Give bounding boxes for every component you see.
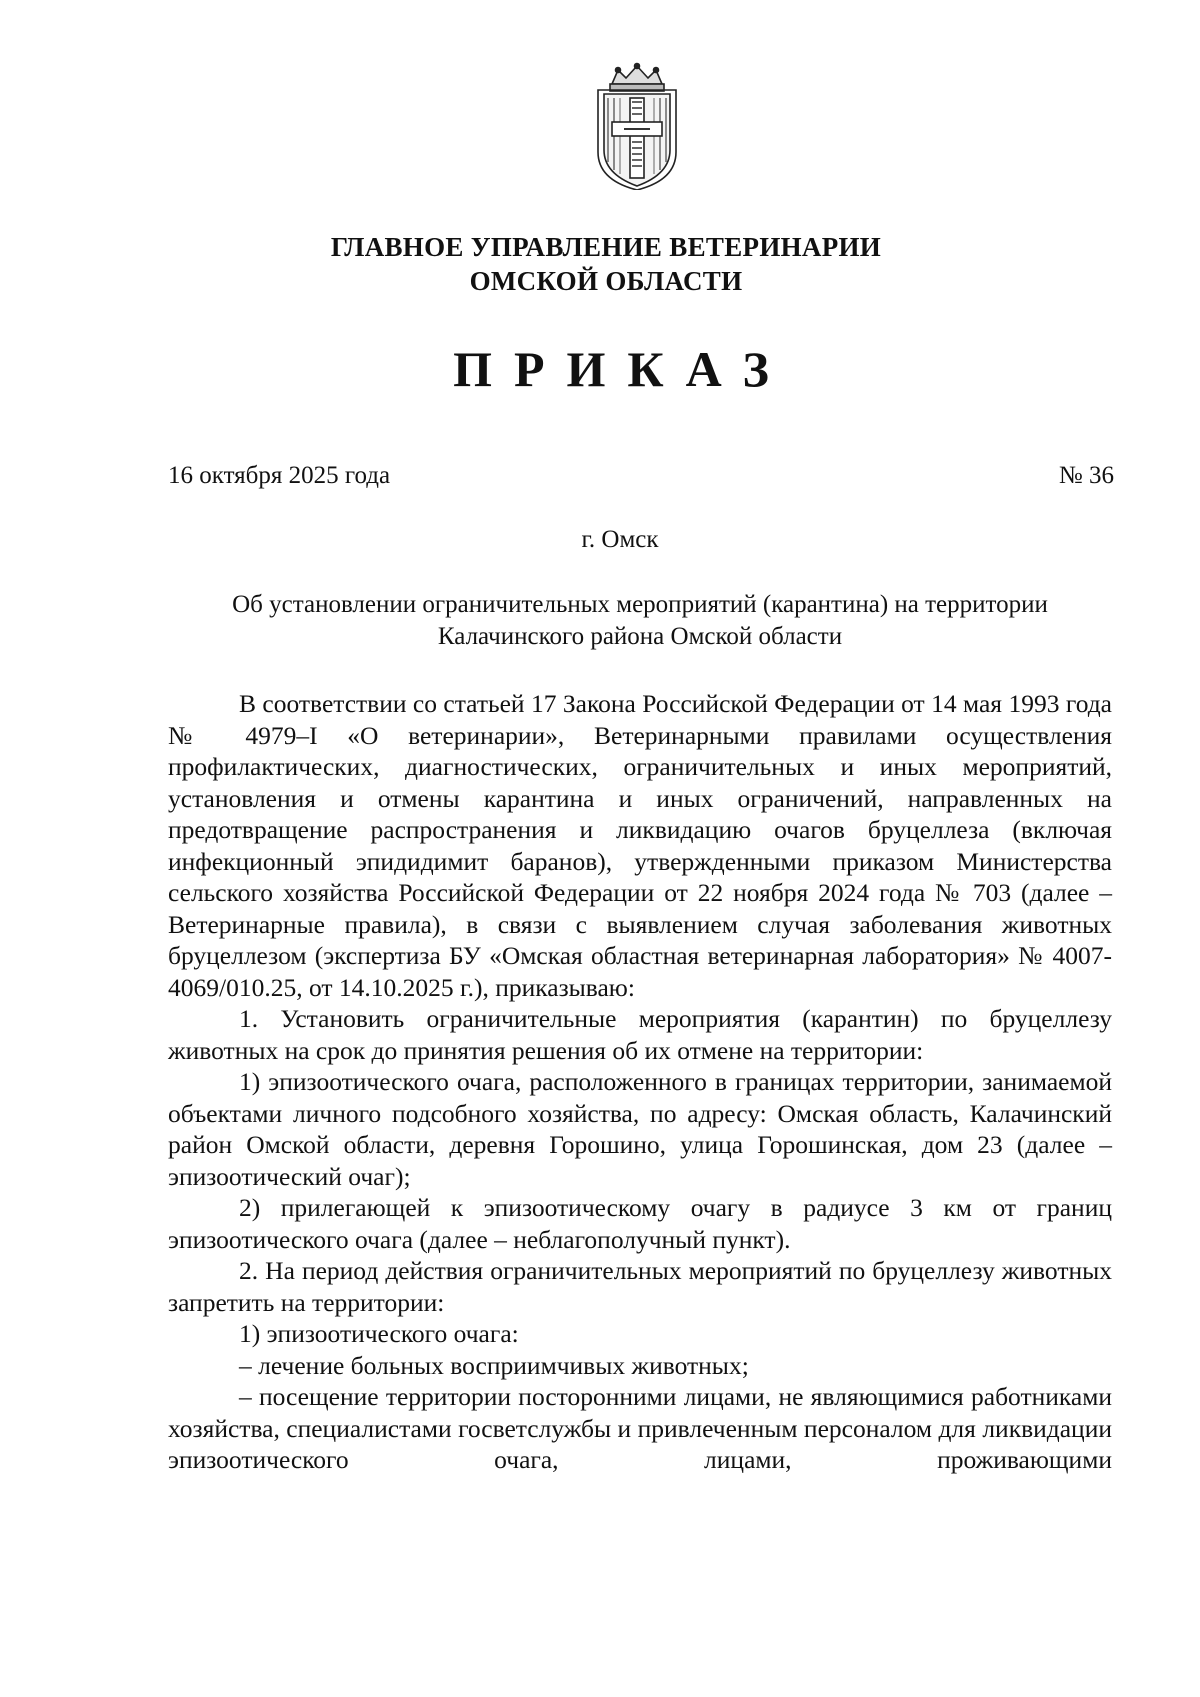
item-1: 1. Установить ограничительные мероприятия (карантин) по бруцеллезу животных на срок до принятия решения об их отмене на территории: bbox=[168, 1004, 1112, 1065]
subject-line2: Калачинского района Омской области bbox=[437, 623, 843, 650]
order-number: № 36 bbox=[1058, 462, 1114, 489]
item-1-subitem-2: 2) прилегающей к эпизоотическому очагу в радиусе 3 км от границ эпизоотического очага (далее – неблагополучный пункт). bbox=[168, 1193, 1112, 1254]
item-2-subitem-1: 1) эпизоотического очага: bbox=[239, 1319, 519, 1348]
item-2-subitem-1-dash-a: – лечение больных восприимчивых животных; bbox=[239, 1350, 749, 1380]
preamble-paragraph: В соответствии со статьей 17 Закона Российской Федерации от 14 мая 1993 года № 4979–I «О ветеринарии», Ветеринарными правилами осуществления профилактических, диагностических, ограничительных и иных мероприятий, установления и отмены карантина и иных ограничений, направленных на предотвращение распространения и ликвидацию очагов бруцеллеза (включая инфекционный эпидидимит баранов), утвержденными приказом Министерства сельского хозяйства Российской Федерации от 22 ноября 2024 года № 703 (далее – Ветеринарные правила), в связи с выявлением случая заболевания животных бруцеллезом (экспертиза БУ «Омская областная ветеринарная лаборатория» № 4007-4069/010.25, от 14.10.2025 г.), приказываю: bbox=[168, 689, 1112, 1002]
order-date: 16 октября 2025 года bbox=[168, 462, 391, 489]
item-1-subitem-1: 1) эпизоотического очага, расположенного в границах территории, занимаемой объектами личного подсобного хозяйства, по адресу: Омская область, Калачинский район Омской области, деревня Горошино, улица Горошинская, дом 23 (далее – эпизоотический очаг); bbox=[168, 1067, 1112, 1191]
organization-name-line1: ГЛАВНОЕ УПРАВЛЕНИЕ ВЕТЕРИНАРИИ bbox=[330, 232, 882, 262]
coat-of-arms-icon bbox=[584, 62, 690, 190]
organization-name-line2: ОМСКОЙ ОБЛАСТИ bbox=[469, 266, 743, 296]
document-type-title: ПРИКАЗ bbox=[453, 341, 791, 397]
subject-line1: Об установлении ограничительных мероприятий (карантина) на территории bbox=[232, 591, 1048, 618]
item-2-subitem-1-dash-b: – посещение территории посторонними лицами, не являющимися работниками хозяйства, специалистами госветслужбы и привлеченным персоналом для ликвидации эпизоотического очага, лицами, проживающими bbox=[168, 1382, 1112, 1474]
order-body bbox=[168, 688, 1112, 1476]
order-subject bbox=[160, 589, 1120, 653]
item-2: 2. На период действия ограничительных мероприятий по бруцеллезу животных запретить на территории: bbox=[168, 1256, 1112, 1317]
order-city: г. Омск bbox=[581, 526, 659, 553]
